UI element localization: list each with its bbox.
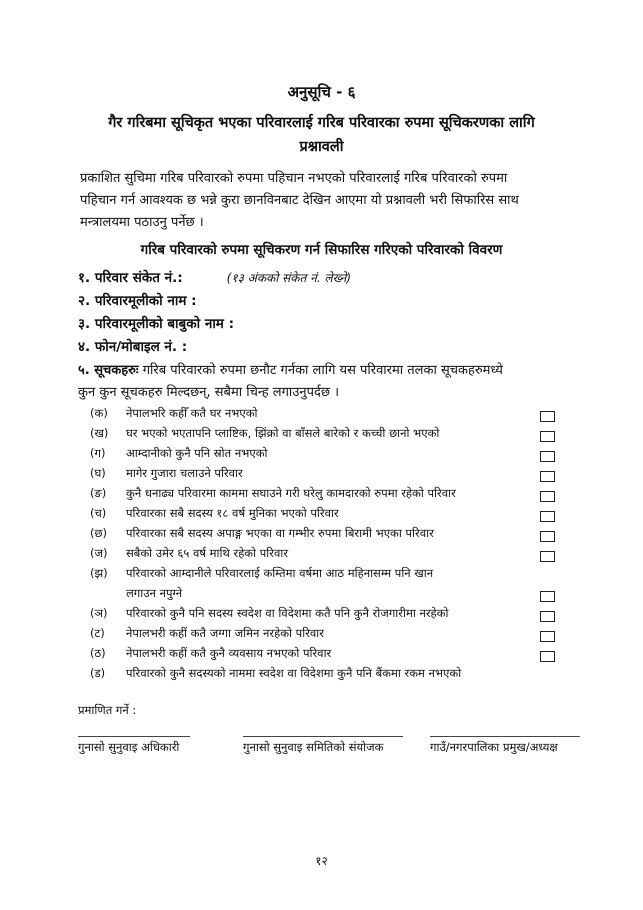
indicator-label: (ज) <box>90 546 108 560</box>
indicator-row <box>0 626 643 646</box>
certified-by-label: प्रमाणित गर्ने : <box>78 703 137 717</box>
indicator-text: परिवारका सबै सदस्य १८ वर्ष मुनिका भएको परिवार <box>126 506 339 520</box>
signatory-committee-coordinator: गुनासो सुनुवाइ समितिको संयोजक <box>243 740 384 754</box>
household-head-father-name-field: ३. परिवारमूलीको बाबुको नाम : <box>78 316 234 332</box>
indicator-row <box>0 546 643 566</box>
indicator-text: परिवारको कुनै सदस्यको नाममा स्वदेश वा विदेशमा कुनै पनि बैंकमा रकम नभएको <box>126 666 462 680</box>
indicator-checkbox[interactable] <box>540 511 555 522</box>
indicator-text: नेपालभरी कहीं कतै कुनै व्यवसाय नभएको परिवार <box>126 646 332 660</box>
indicator-label: (च) <box>90 506 107 520</box>
phone-mobile-field: ४. फोन/मोबाइल नं. : <box>78 339 188 355</box>
indicator-checkbox[interactable] <box>540 491 555 502</box>
schedule-heading: अनुसूचि - ६ <box>287 83 356 101</box>
indicator-label: (ञ) <box>90 606 108 620</box>
indicator-text-continued: लगाउन नपुग्ने <box>126 586 183 600</box>
indicator-text: नेपालभरि कहीँ कतै घर नभएको <box>126 406 258 420</box>
signature-line-coordinator <box>243 736 403 737</box>
indicator-label: (ड) <box>90 666 106 680</box>
indicator-checkbox[interactable] <box>540 611 555 622</box>
indicator-label: (छ) <box>90 526 108 540</box>
indicator-row <box>0 606 643 626</box>
indicators-label: ५. सूचकहरुः <box>78 363 139 378</box>
indicator-label: (ट) <box>90 626 105 640</box>
indicator-row <box>0 486 643 506</box>
indicator-text: परिवारको कुनै पनि सदस्य स्वदेश वा विदेशमा कतै पनि कुनै रोजगारीमा नरहेको <box>126 606 449 620</box>
indicator-checkbox[interactable] <box>540 631 555 642</box>
page-number: १२ <box>315 854 328 868</box>
form-title-line2: प्रश्नावली <box>299 139 344 155</box>
intro-line2: पहिचान गर्न आवश्यक छ भन्ने कुरा छानविनबाट देखिन आएमा यो प्रश्नावली भरी सिफारिस साथ <box>80 193 519 208</box>
family-code-note: (१३ अंकको संकेत नं. लेख्ने) <box>226 271 352 285</box>
indicator-checkbox[interactable] <box>540 411 555 422</box>
indicator-text: परिवारको आम्दानीले परिवारलाई कम्तिमा वर्षमा आठ महिनासम्म पनि खान <box>126 566 434 580</box>
section-subheading: गरिब परिवारको रुपमा सूचिकरण गर्न सिफारिस गरिएको परिवारको विवरण <box>140 242 503 258</box>
indicator-checkbox[interactable] <box>540 471 555 482</box>
indicator-text: मागेर गुजारा चलाउने परिवार <box>126 466 243 480</box>
signatory-grievance-officer: गुनासो सुनुवाइ अधिकारी <box>78 740 180 754</box>
indicator-label: (घ) <box>90 466 106 480</box>
indicator-label: (ख) <box>90 426 109 440</box>
indicator-checkbox[interactable] <box>540 551 555 562</box>
indicator-row <box>0 426 643 446</box>
indicator-checkbox[interactable] <box>540 531 555 542</box>
indicator-checkbox[interactable] <box>540 591 555 602</box>
indicator-label: (ग) <box>90 446 106 460</box>
indicator-row <box>0 506 643 526</box>
indicator-label: (ङ) <box>90 486 107 500</box>
indicator-label: (ठ) <box>90 646 106 660</box>
indicator-row <box>0 566 643 606</box>
indicator-text: परिवारका सबै सदस्य अपाङ्ग भएका वा गम्भीर रुपमा बिरामी भएका परिवार <box>126 526 434 540</box>
indicator-row <box>0 406 643 426</box>
indicator-row <box>0 466 643 486</box>
household-head-name-field: २. परिवारमूलीको नाम : <box>78 293 197 309</box>
intro-line3: मन्त्रालयमा पठाउनु पर्नेछ । <box>80 215 204 230</box>
indicator-checkbox[interactable] <box>540 431 555 442</box>
indicator-text: नेपालभरी कहीं कतै जग्गा जमिन नरहेको परिवार <box>126 626 324 640</box>
indicator-checkbox[interactable] <box>540 651 555 662</box>
indicator-row <box>0 446 643 466</box>
indicator-row <box>0 666 643 686</box>
indicator-text: आम्दानीको कुनै पनि स्रोत नभएको <box>126 446 268 460</box>
family-code-label: १. परिवार संकेत नं.: <box>78 270 183 286</box>
signature-line-officer <box>78 736 190 737</box>
signature-line-chief <box>430 736 580 737</box>
form-title-line1: गैर गरिबमा सूचिकृत भएका परिवारलाई गरिब परिवारका रुपमा सूचिकरणका लागि <box>108 115 535 131</box>
indicator-label: (झ) <box>90 566 108 580</box>
indicator-text: कुनै धनाढ्य परिवारमा काममा सघाउने गरी घरेलु कामदारको रुपमा रहेको परिवार <box>126 486 456 500</box>
indicator-label: (क) <box>90 406 108 420</box>
family-code-field <box>78 268 351 286</box>
indicators-intro-text: गरिब परिवारको रुपमा छनौट गर्नका लागि यस परिवारमा तलका सूचकहरुमध्ये <box>142 363 503 378</box>
indicator-checkbox[interactable] <box>540 451 555 462</box>
indicator-row <box>0 526 643 546</box>
indicators-intro-line1 <box>78 360 503 378</box>
indicators-intro-line2: कुन कुन सूचकहरु मिल्दछन्, सबैमा चिन्ह लगाउनुपर्दछ । <box>78 385 340 400</box>
signatory-municipality-chief: गाउँ/नगरपालिका प्रमुख/अध्यक्ष <box>430 740 558 754</box>
indicator-text: सबैको उमेर ६५ वर्ष माथि रहेको परिवार <box>126 546 289 560</box>
indicator-text: घर भएको भएतापनि प्लाष्टिक, झिंक्रो वा बाँसले बारेको र कच्ची छानो भएको <box>126 426 440 440</box>
intro-line1: प्रकाशित सुचिमा गरिब परिवारको रुपमा पहिचान नभएको परिवारलाई गरिब परिवारको रुपमा <box>80 171 508 186</box>
indicator-row <box>0 646 643 666</box>
